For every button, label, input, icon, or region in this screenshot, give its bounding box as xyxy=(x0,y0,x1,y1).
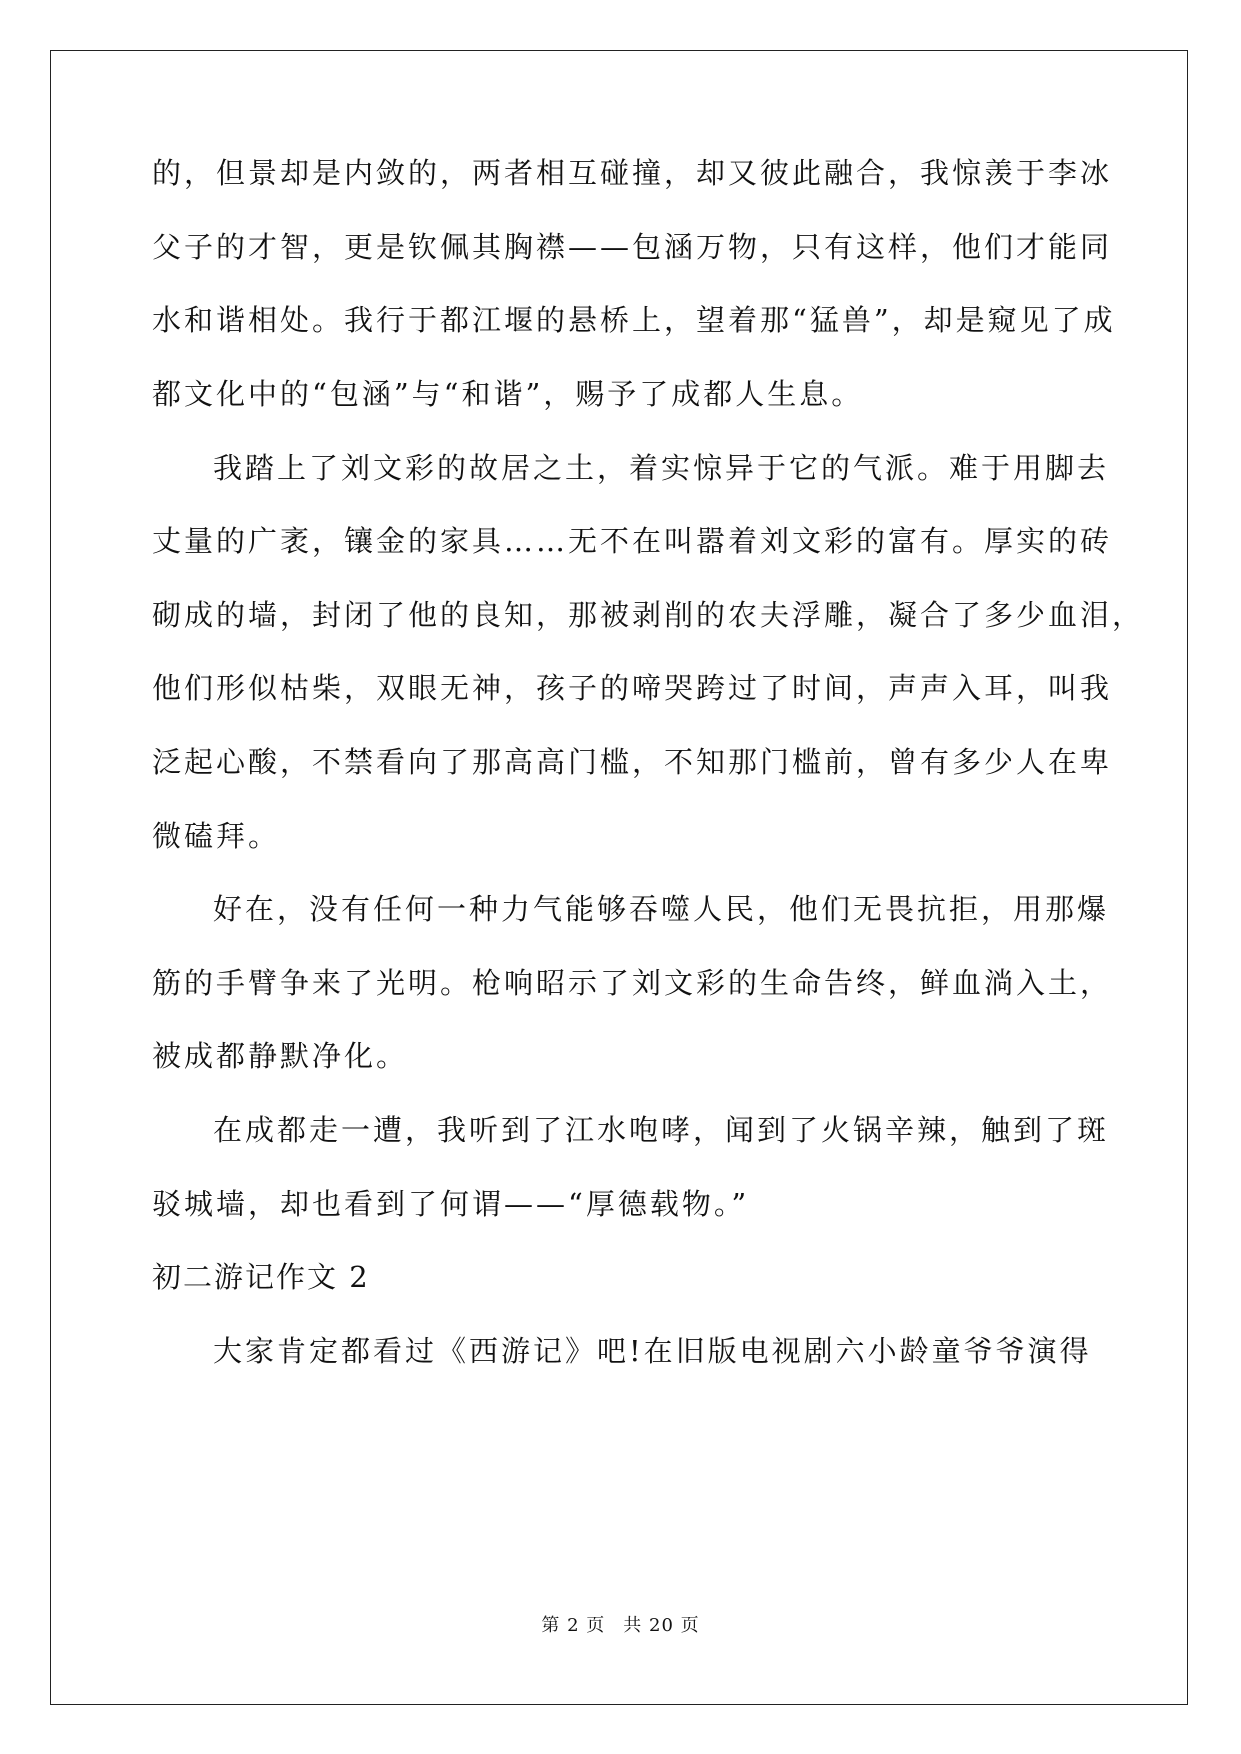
text-line: 丈量的广袤，镶金的家具……无不在叫嚣着刘文彩的富有。厚实的砖 xyxy=(152,524,1113,558)
page-number: 第 2 页 xyxy=(541,1615,606,1636)
text-line: 水和谐相处。我行于都江堰的悬桥上，望着那“猛兽”，却是窥见了成 xyxy=(152,303,1116,337)
text-line: 筋的手臂争来了光明。枪响昭示了刘文彩的生命告终，鲜血淌入土， xyxy=(152,966,1113,1000)
text-line: 泛起心酸，不禁看向了那高高门槛，不知那门槛前，曾有多少人在卑 xyxy=(152,745,1113,779)
page-border xyxy=(50,50,1188,1705)
text-line: 被成都静默净化。 xyxy=(152,1039,409,1073)
text-line: 砌成的墙，封闭了他的良知，那被剥削的农夫浮雕，凝合了多少血泪， xyxy=(152,598,1145,632)
text-line: 大家肯定都看过《西游记》吧!在旧版电视剧六小龄童爷爷演得 xyxy=(213,1334,1092,1368)
text-line: 父子的才智，更是钦佩其胸襟——包涵万物，只有这样，他们才能同 xyxy=(152,230,1113,264)
text-line: 都文化中的“包涵”与“和谐”，赐予了成都人生息。 xyxy=(152,377,864,411)
text-line: 微磕拜。 xyxy=(152,819,281,853)
text-line: 好在，没有任何一种力气能够吞噬人民，他们无畏抗拒，用那爆 xyxy=(213,892,1110,926)
text-line: 他们形似枯柴，双眼无神，孩子的啼哭跨过了时间，声声入耳，叫我 xyxy=(152,671,1113,705)
text-line: 我踏上了刘文彩的故居之土，着实惊异于它的气派。难于用脚去 xyxy=(213,451,1110,485)
page-total: 共 20 页 xyxy=(623,1615,700,1636)
page-footer xyxy=(0,1614,1241,1638)
text-line: 在成都走一遭，我听到了江水咆哮，闻到了火锅辛辣，触到了斑 xyxy=(213,1113,1110,1147)
section-heading: 初二游记作文 2 xyxy=(152,1260,370,1294)
text-line: 驳城墙，却也看到了何谓——“厚德载物。” xyxy=(152,1187,750,1221)
text-line: 的，但景却是内敛的，两者相互碰撞，却又彼此融合，我惊羡于李冰 xyxy=(152,156,1113,190)
